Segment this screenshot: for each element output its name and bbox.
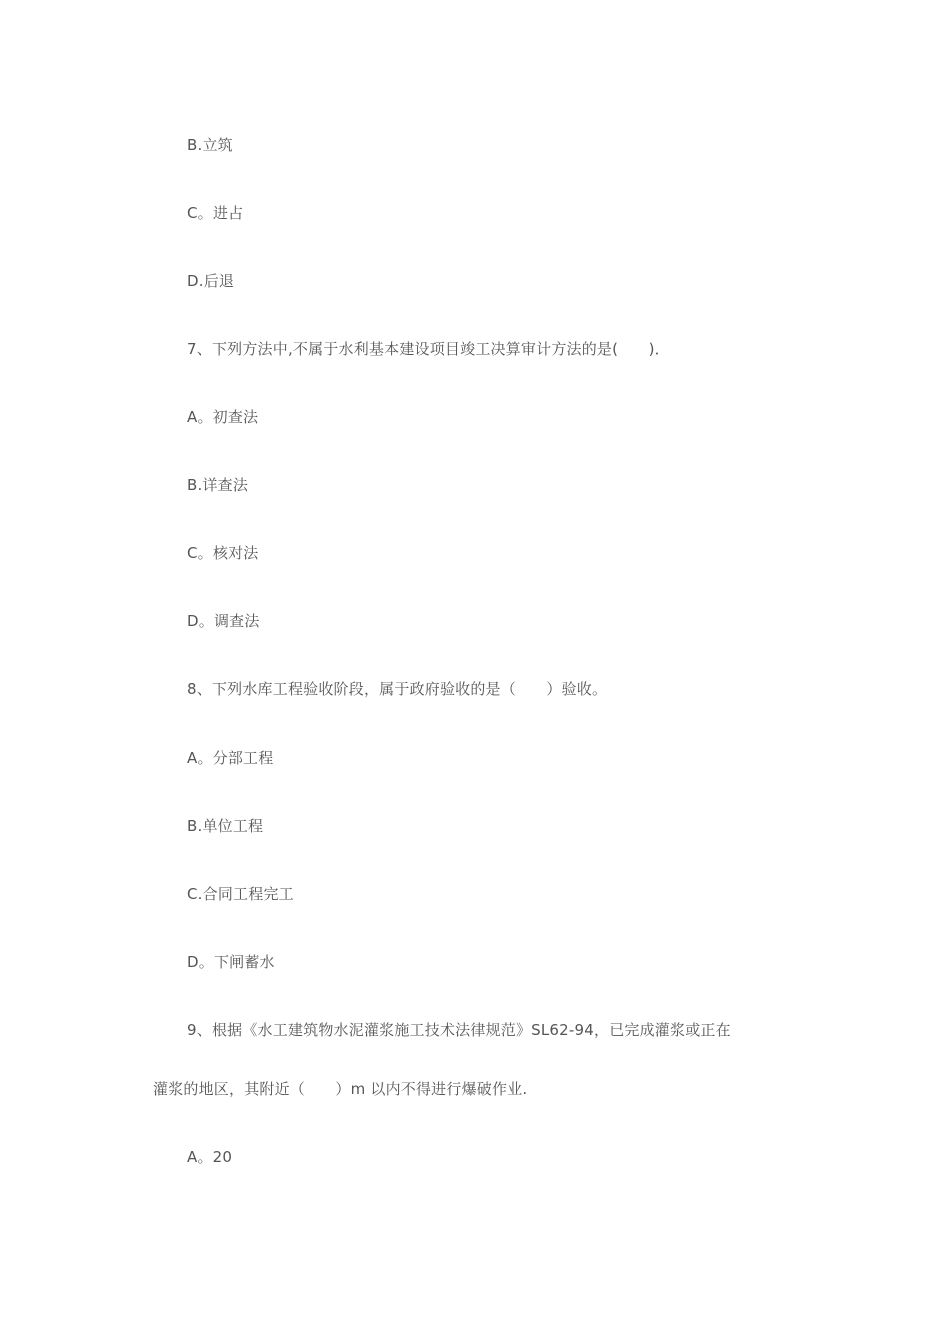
option-c-q8: C.合同工程完工 xyxy=(187,885,294,903)
question-9-line-2: 灌浆的地区，其附近（ ）m 以内不得进行爆破作业. xyxy=(153,1080,528,1098)
question-7: 7、下列方法中,不属于水利基本建设项目竣工决算审计方法的是( )． xyxy=(187,340,670,358)
question-9-line-1: 9、根据《水工建筑物水泥灌浆施工技术法律规范》SL62-94，已完成灌浆或正在 xyxy=(187,1021,731,1039)
option-a-q8: A。分部工程 xyxy=(187,749,274,767)
option-a-q7: A。初查法 xyxy=(187,408,259,426)
option-b-q6: B.立筑 xyxy=(187,136,233,154)
option-c-q7: C。核对法 xyxy=(187,544,259,562)
question-8: 8、下列水库工程验收阶段，属于政府验收的是（ ）验收。 xyxy=(187,680,608,698)
option-d-q6: D.后退 xyxy=(187,272,235,290)
option-d-q8: D。下闸蓄水 xyxy=(187,953,275,971)
option-a-q9: A。20 xyxy=(187,1148,233,1166)
option-d-q7: D。调查法 xyxy=(187,612,260,630)
option-c-q6: C。进占 xyxy=(187,204,244,222)
option-b-q7: B.详查法 xyxy=(187,476,249,494)
option-b-q8: B.单位工程 xyxy=(187,817,264,835)
